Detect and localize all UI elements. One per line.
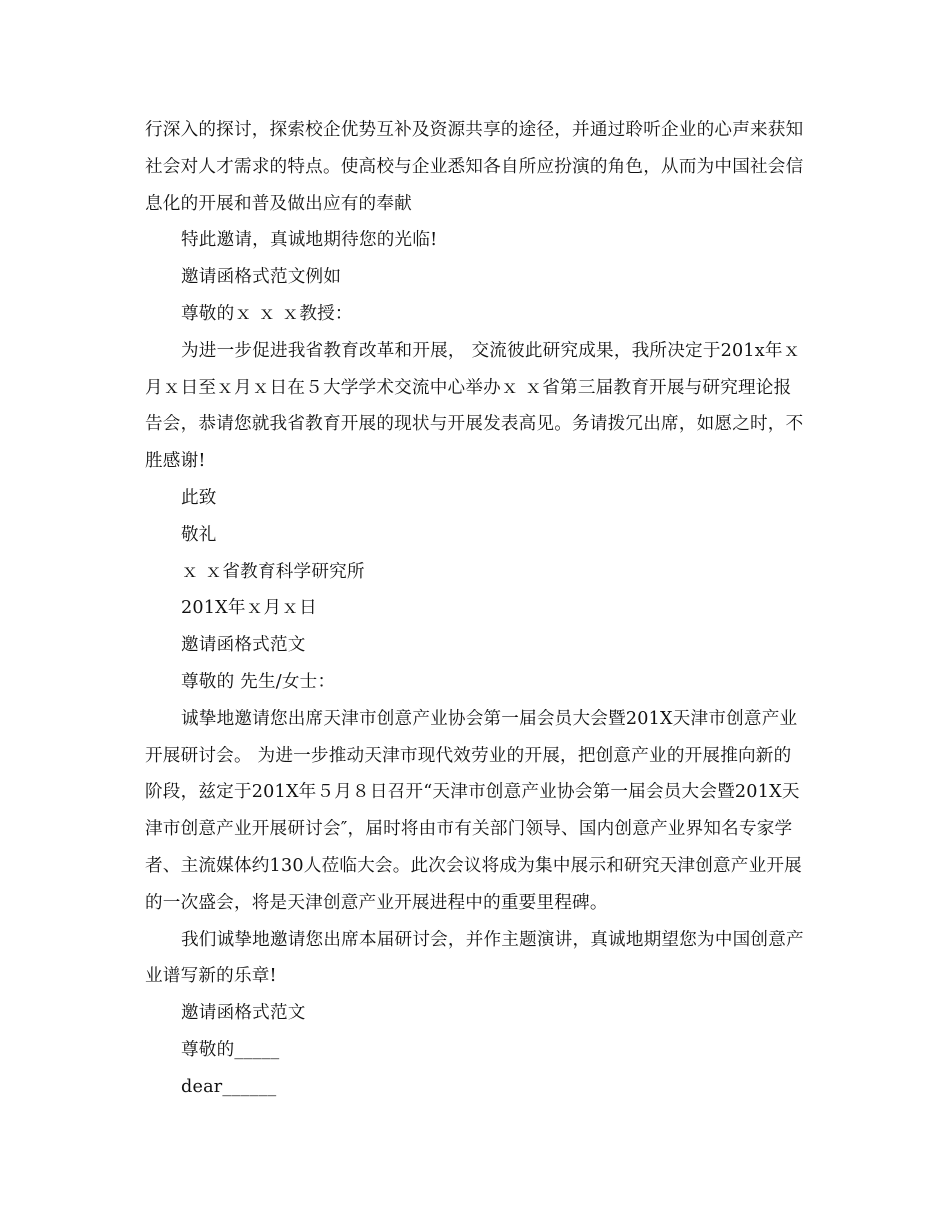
paragraph-keynote-invitation: 我们诚挚地邀请您出席本届研讨会，并作主题演讲，真诚地期望您为中国创意产业谱写新的乐章! xyxy=(145,929,804,987)
signature-institute: ｘ ｘ省教育科学研究所 xyxy=(181,561,365,582)
section-heading-template: 邀请函格式范文 xyxy=(181,635,306,656)
paragraph-education-invitation: 为进一步促进我省教育改革和开展， 交流彼此研究成果，我所决定于201x年ｘ月ｘ日至ｘ月ｘ日在５大学学术交流中心举办ｘ ｘ省第三届教育开展与研究理论报告会，恭请您就我省教育开展的现状与开展发表高见。务请拨冗出席，如愿之时，不胜感谢! xyxy=(145,340,804,472)
paragraph-invitation-closing: 特此邀请，真诚地期待您的光临! xyxy=(181,230,438,251)
salutation-sir-madam: 尊敬的 先生/女士： xyxy=(181,671,336,692)
salutation-dear-blank: dear______ xyxy=(181,1076,277,1097)
section-heading-example: 邀请函格式范文例如 xyxy=(181,267,342,288)
salutation-professor: 尊敬的ｘ ｘ ｘ教授： xyxy=(181,303,353,324)
paragraph-tianjin-invitation: 诚挚地邀请您出席天津市创意产业协会第一届会员大会暨201X天津市创意产业开展研讨会。 为进一步推动天津市现代效劳业的开展，把创意产业的开展推向新的阶段，兹定于201X年５月８日召开“天津市创意产业协会第一届会员大会暨201X天津市创意产业开展研讨会″，届时将由市有关部门领导、国内创意产业界知名专家学者、主流媒体约130人莅临大会。此次会议将成为集中展示和研究天津创意产业开展的一次盛会，将是天津创意产业开展进程中的重要里程碑。 xyxy=(145,708,802,913)
salutation-blank: 尊敬的_____ xyxy=(181,1039,280,1060)
paragraph-continuation: 行深入的探讨，探索校企优势互补及资源共享的途径，并通过聆听企业的心声来获知社会对人才需求的特点。使高校与企业悉知各自所应扮演的角色，从而为中国社会信息化的开展和普及做出应有的奉献 xyxy=(145,120,804,214)
signature-date: 201X年ｘ月ｘ日 xyxy=(181,598,317,619)
closing-jingli: 敬礼 xyxy=(181,524,217,545)
section-heading-template-2: 邀请函格式范文 xyxy=(181,1003,306,1024)
document-body xyxy=(145,112,807,1106)
closing-cizhi: 此致 xyxy=(181,487,217,508)
